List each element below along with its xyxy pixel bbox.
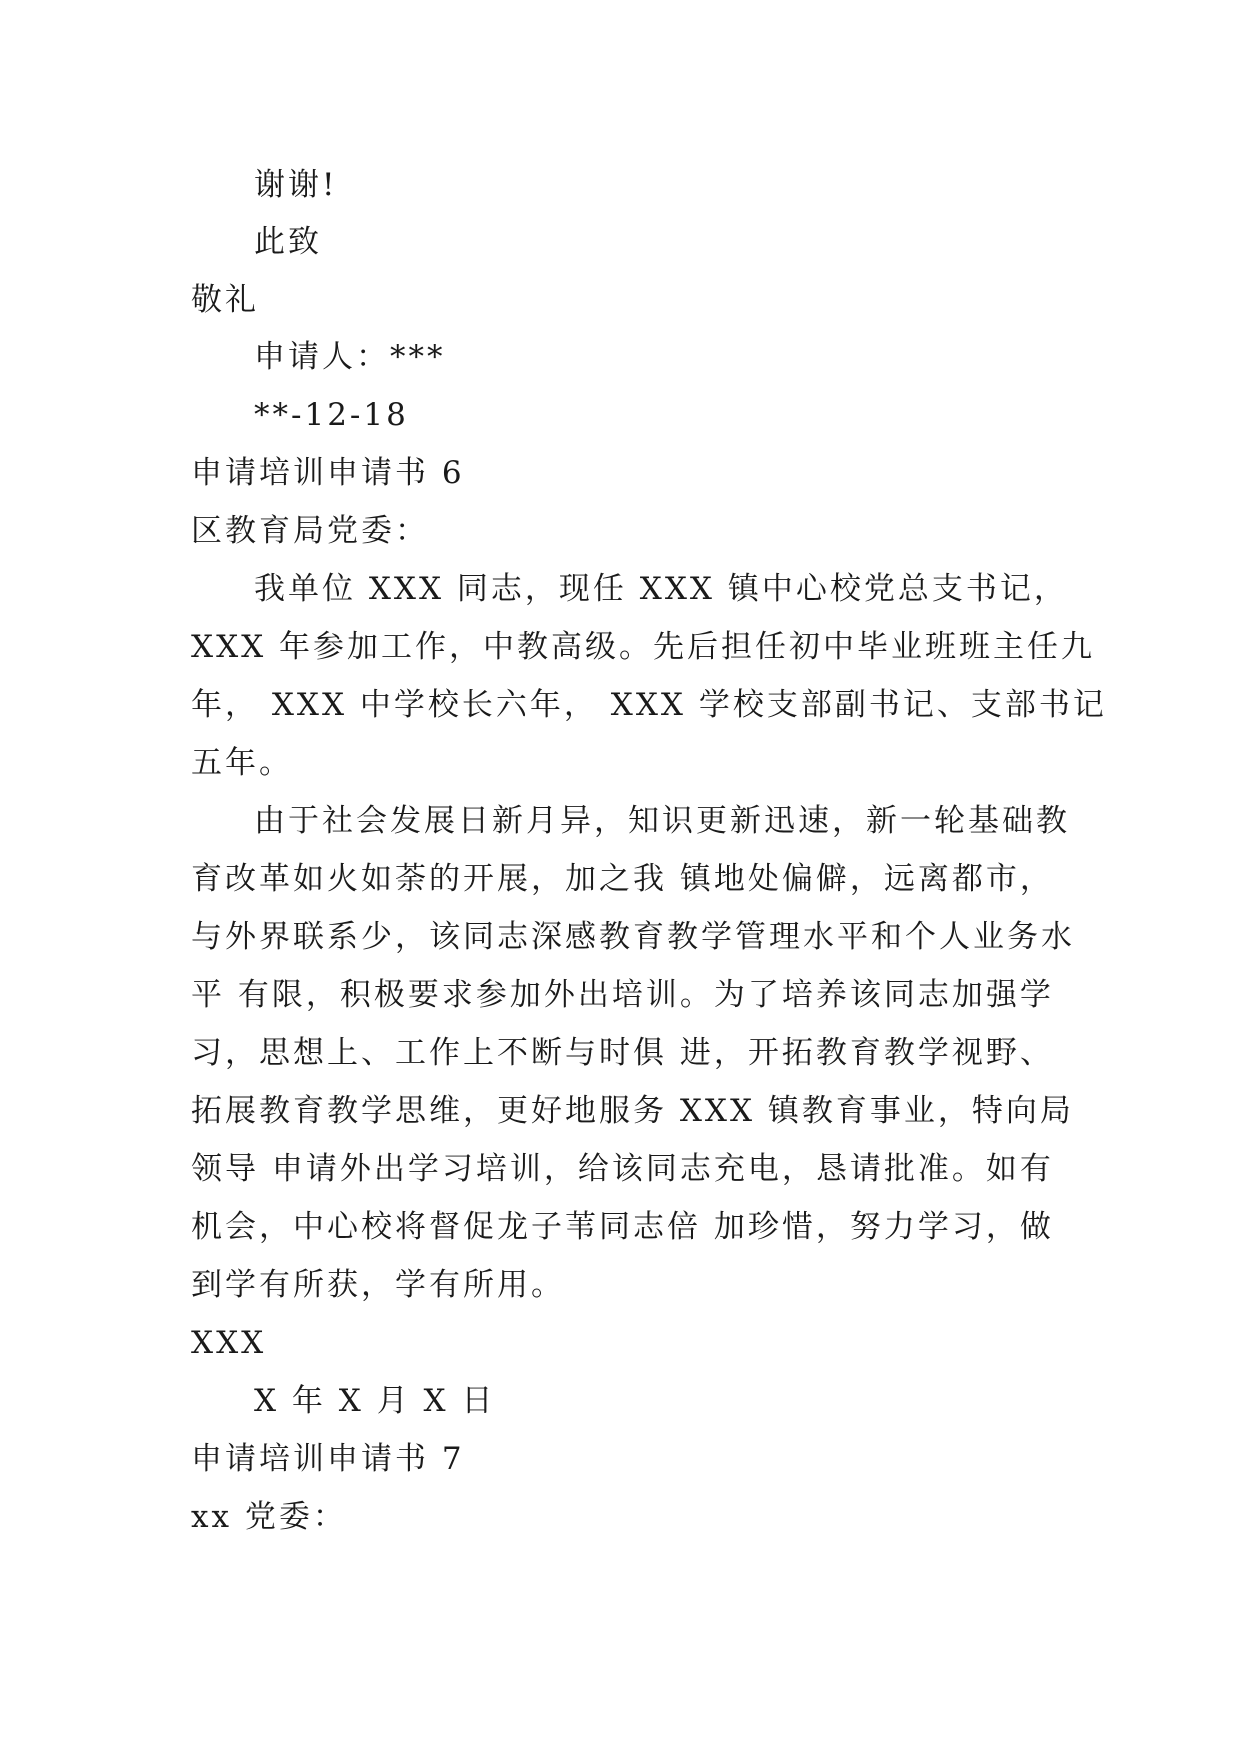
letter7-recipient: xx 党委： xyxy=(191,1499,347,1535)
letter6-para1-line: XXX 年参加工作，中教高级。先后担任初中毕业班班主任九 xyxy=(191,629,1096,665)
applicant-line: 申请人：*** xyxy=(254,339,446,375)
letter6-para2-line: 育改革如火如荼的开展，加之我 镇地处偏僻，远离都市， xyxy=(191,861,1054,897)
letter6-para2-line: 机会，中心校将督促龙子苇同志倍 加珍惜，努力学习，做 xyxy=(191,1209,1054,1245)
letter6-para1-line: 五年。 xyxy=(191,745,293,781)
letter6-para2-line: 与外界联系少，该同志深感教育教学管理水平和个人业务水 xyxy=(191,919,1075,955)
letter6-para1-line: 我单位 XXX 同志，现任 XXX 镇中心校党总支书记， xyxy=(254,571,1068,607)
closing-date: **-12-18 xyxy=(254,397,409,433)
letter6-title: 申请培训申请书 6 xyxy=(191,455,465,491)
letter6-para2-line: 平 有限，积极要求参加外出培训。为了培养该同志加强学 xyxy=(191,977,1054,1013)
letter6-recipient: 区教育局党委： xyxy=(191,513,429,549)
letter6-para2-line: 习，思想上、工作上不断与时俱 进，开拓教育教学视野、 xyxy=(191,1035,1054,1071)
letter6-para2-line: 由于社会发展日新月异，知识更新迅速，新一轮基础教 xyxy=(254,803,1070,839)
letter6-para2-line: 领导 申请外出学习培训，给该同志充电，恳请批准。如有 xyxy=(191,1151,1054,1187)
letter7-title: 申请培训申请书 7 xyxy=(191,1441,465,1477)
letter6-date: X 年 X 月 X 日 xyxy=(254,1383,496,1419)
letter6-para1-line: 年， XXX 中学校长六年， XXX 学校支部副书记、支部书记 xyxy=(191,687,1107,723)
letter6-signature: XXX xyxy=(191,1325,267,1361)
letter6-para2-line: 到学有所获，学有所用。 xyxy=(191,1267,565,1303)
letter6-para2-line: 拓展教育教学思维，更好地服务 XXX 镇教育事业，特向局 xyxy=(191,1093,1074,1129)
closing-salutation: 此致 xyxy=(254,224,322,260)
closing-thanks: 谢谢! xyxy=(254,167,338,203)
closing-regards: 敬礼 xyxy=(191,282,259,318)
